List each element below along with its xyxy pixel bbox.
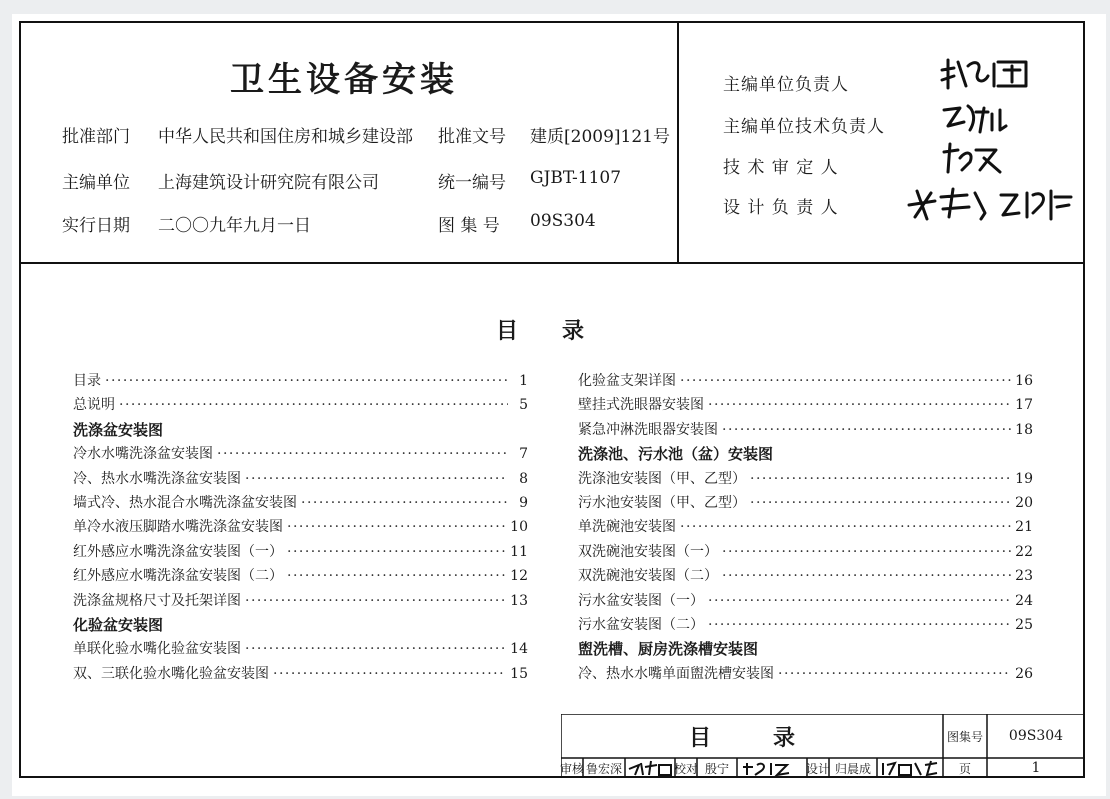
toc-entry-page: 26 [1015, 665, 1033, 682]
atlas-no-label: 图 集 号 [438, 216, 500, 236]
signature-design-head [905, 183, 1075, 225]
toc-entry-label: 双洗碗池安装图（二） [578, 568, 718, 585]
toc-section-heading [578, 638, 1033, 662]
toc-entry-label: 冷水水嘴洗涤盆安装图 [73, 446, 213, 463]
toc-entry-page: 19 [1015, 470, 1033, 487]
title-block-check-label: 校对 [674, 761, 699, 776]
toc-leader-dots [722, 422, 1011, 438]
toc-section-label: 洗涤池、污水池（盆）安装图 [578, 445, 774, 464]
toc-entry[interactable] [578, 516, 1033, 540]
title-block-reviewer: 鲁宏深 [585, 761, 622, 776]
toc-entry[interactable] [578, 419, 1033, 443]
toc-entry-page: 24 [1015, 592, 1033, 609]
toc-entry-page: 14 [510, 641, 528, 658]
toc-entry-page: 1 [519, 373, 528, 389]
title-block [561, 714, 1085, 778]
toc-leader-dots [778, 666, 1011, 682]
toc-leader-dots [680, 373, 1011, 389]
toc-leader-dots [217, 446, 508, 462]
toc-entry-label: 双洗碗池安装图（一） [578, 543, 718, 560]
toc-entry-page: 7 [519, 446, 528, 463]
toc-entry[interactable] [73, 590, 528, 614]
toc-entry-label: 墙式冷、热水混合水嘴洗涤盆安装图 [73, 494, 297, 511]
toc-section-label: 盥洗槽、厨房洗涤槽安装图 [578, 640, 759, 659]
toc-leader-dots [722, 568, 1011, 584]
title-block-review-label: 审核 [560, 761, 585, 776]
toc-entry-label: 冷、热水水嘴单面盥洗槽安装图 [578, 665, 774, 682]
design-head-label: 设 计 负 责 人 [723, 198, 839, 218]
title-block-page: 1 [1031, 760, 1041, 776]
toc-entry-page: 11 [510, 543, 528, 560]
approval-doc-value: 建质[2009]121号 [530, 127, 670, 147]
toc-entry-page: 17 [1015, 397, 1033, 414]
signature-reviewer [627, 759, 673, 777]
toc-entry-label: 红外感应水嘴洗涤盆安装图（二） [73, 568, 283, 585]
toc-entry-page: 5 [519, 397, 528, 414]
toc-leader-dots [245, 593, 506, 609]
toc-leader-dots [680, 519, 1011, 535]
toc-entry-label: 单联化验水嘴化验盆安装图 [73, 641, 241, 658]
toc-entry[interactable] [73, 468, 528, 492]
toc-section-label: 洗涤盆安装图 [73, 420, 164, 439]
toc-section-label: 化验盆安装图 [73, 615, 164, 634]
chief-unit-tech-head-label: 主编单位技术负责人 [723, 117, 885, 137]
toc-entry[interactable] [578, 614, 1033, 638]
toc-leader-dots [750, 471, 1011, 487]
toc-entry-label: 壁挂式洗眼器安装图 [578, 397, 704, 414]
toc-leader-dots [105, 373, 508, 389]
chief-unit-value: 上海建筑设计研究院有限公司 [158, 173, 379, 193]
chief-unit-head-label: 主编单位负责人 [723, 75, 849, 95]
toc-entry[interactable] [73, 541, 528, 565]
toc-entry-label: 洗涤盆规格尺寸及托架详图 [73, 592, 241, 609]
toc-heading: 目 录 [496, 318, 585, 344]
toc-entry-page: 25 [1015, 616, 1033, 633]
toc-entry-page: 9 [519, 494, 528, 511]
toc-entry-label: 双、三联化验水嘴化验盆安装图 [73, 665, 269, 682]
toc-leader-dots [750, 495, 1011, 511]
toc-entry-page: 18 [1015, 421, 1033, 438]
toc-entry[interactable] [578, 663, 1033, 687]
title-block-atlas-no-label: 图集号 [946, 729, 983, 744]
toc-entry-page: 10 [510, 519, 528, 536]
approval-dept-label: 批准部门 [62, 127, 130, 147]
toc-entry-page: 12 [510, 568, 528, 585]
toc-entry-page: 16 [1015, 373, 1033, 389]
toc-entry[interactable] [578, 541, 1033, 565]
title-block-drawing-title: 目 录 [688, 724, 815, 751]
toc-entry-label: 污水盆安装图（二） [578, 616, 704, 633]
unified-no-value: GJBT-1107 [530, 168, 622, 188]
approval-dept-value: 中华人民共和国住房和城乡建设部 [158, 127, 413, 147]
signature-checker [741, 759, 803, 777]
header-divider [677, 21, 679, 263]
title-block-designer: 归晨成 [834, 761, 871, 776]
toc-entry-page: 13 [510, 592, 528, 609]
header-bottom-rule [19, 262, 1085, 264]
toc-entry-label: 红外感应水嘴洗涤盆安装图（一） [73, 543, 283, 560]
toc-right-column [578, 370, 1033, 687]
title-block-checker: 殷宁 [704, 761, 729, 776]
toc-leader-dots [245, 641, 506, 657]
approval-doc-label: 批准文号 [438, 127, 506, 147]
atlas-title: 卫生设备安装 [230, 60, 458, 100]
toc-entry-page: 21 [1015, 519, 1033, 536]
toc-entry-page: 8 [519, 470, 528, 487]
toc-entry-label: 总说明 [73, 397, 115, 414]
toc-leader-dots [708, 593, 1011, 609]
toc-entry[interactable] [578, 492, 1033, 516]
toc-leader-dots [245, 471, 508, 487]
toc-leader-dots [722, 544, 1011, 560]
toc-entry[interactable] [73, 394, 528, 418]
toc-entry[interactable] [73, 492, 528, 516]
title-block-atlas-no: 09S304 [1008, 728, 1064, 744]
toc-entry[interactable] [578, 590, 1033, 614]
toc-entry-label: 化验盆支架详图 [578, 373, 676, 389]
toc-leader-dots [708, 397, 1011, 413]
toc-leader-dots [273, 666, 506, 682]
unified-no-label: 统一编号 [438, 173, 506, 193]
title-block-page-label: 页 [958, 761, 971, 776]
toc-leader-dots [287, 519, 506, 535]
chief-unit-label: 主编单位 [62, 173, 130, 193]
toc-entry[interactable] [73, 638, 528, 662]
title-block-design-label: 设计 [806, 761, 831, 776]
toc-entry-label: 紧急冲淋洗眼器安装图 [578, 421, 718, 438]
signature-chief-unit-head [938, 56, 1038, 94]
toc-entry-label: 污水盆安装图（一） [578, 592, 704, 609]
toc-leader-dots [708, 617, 1011, 633]
toc-entry[interactable] [73, 443, 528, 467]
toc-entry[interactable] [73, 370, 528, 394]
toc-entry[interactable] [578, 565, 1033, 589]
toc-entry-page: 15 [510, 665, 528, 682]
toc-entry-label: 单冷水液压脚踏水嘴洗涤盆安装图 [73, 519, 283, 536]
toc-entry[interactable] [73, 516, 528, 540]
toc-entry[interactable] [578, 468, 1033, 492]
toc-entry[interactable] [73, 663, 528, 687]
signature-designer [879, 759, 941, 777]
toc-left-column [73, 370, 528, 687]
toc-entry-page: 22 [1015, 543, 1033, 560]
toc-leader-dots [119, 397, 508, 413]
toc-entry-label: 冷、热水水嘴洗涤盆安装图 [73, 470, 241, 487]
toc-entry-label: 洗涤池安装图（甲、乙型） [578, 470, 746, 487]
toc-entry-label: 单洗碗池安装图 [578, 519, 676, 536]
tech-approver-label: 技 术 审 定 人 [723, 158, 839, 178]
toc-entry-page: 23 [1015, 568, 1033, 585]
toc-section-heading [578, 443, 1033, 467]
toc-section-heading [73, 419, 528, 443]
signature-tech-approver [940, 140, 1010, 178]
toc-entry-page: 20 [1015, 494, 1033, 511]
effective-date-label: 实行日期 [62, 216, 130, 236]
toc-entry[interactable] [578, 370, 1033, 394]
toc-entry[interactable] [73, 565, 528, 589]
toc-entry-label: 目录 [73, 373, 101, 389]
toc-leader-dots [301, 495, 508, 511]
toc-entry[interactable] [578, 394, 1033, 418]
effective-date-value: 二〇〇九年九月一日 [158, 216, 311, 236]
toc-entry-label: 污水池安装图（甲、乙型） [578, 494, 746, 511]
toc-leader-dots [287, 544, 506, 560]
signature-chief-unit-tech-head [940, 100, 1020, 138]
toc-leader-dots [287, 568, 506, 584]
toc-section-heading [73, 614, 528, 638]
atlas-no-value: 09S304 [530, 211, 596, 231]
